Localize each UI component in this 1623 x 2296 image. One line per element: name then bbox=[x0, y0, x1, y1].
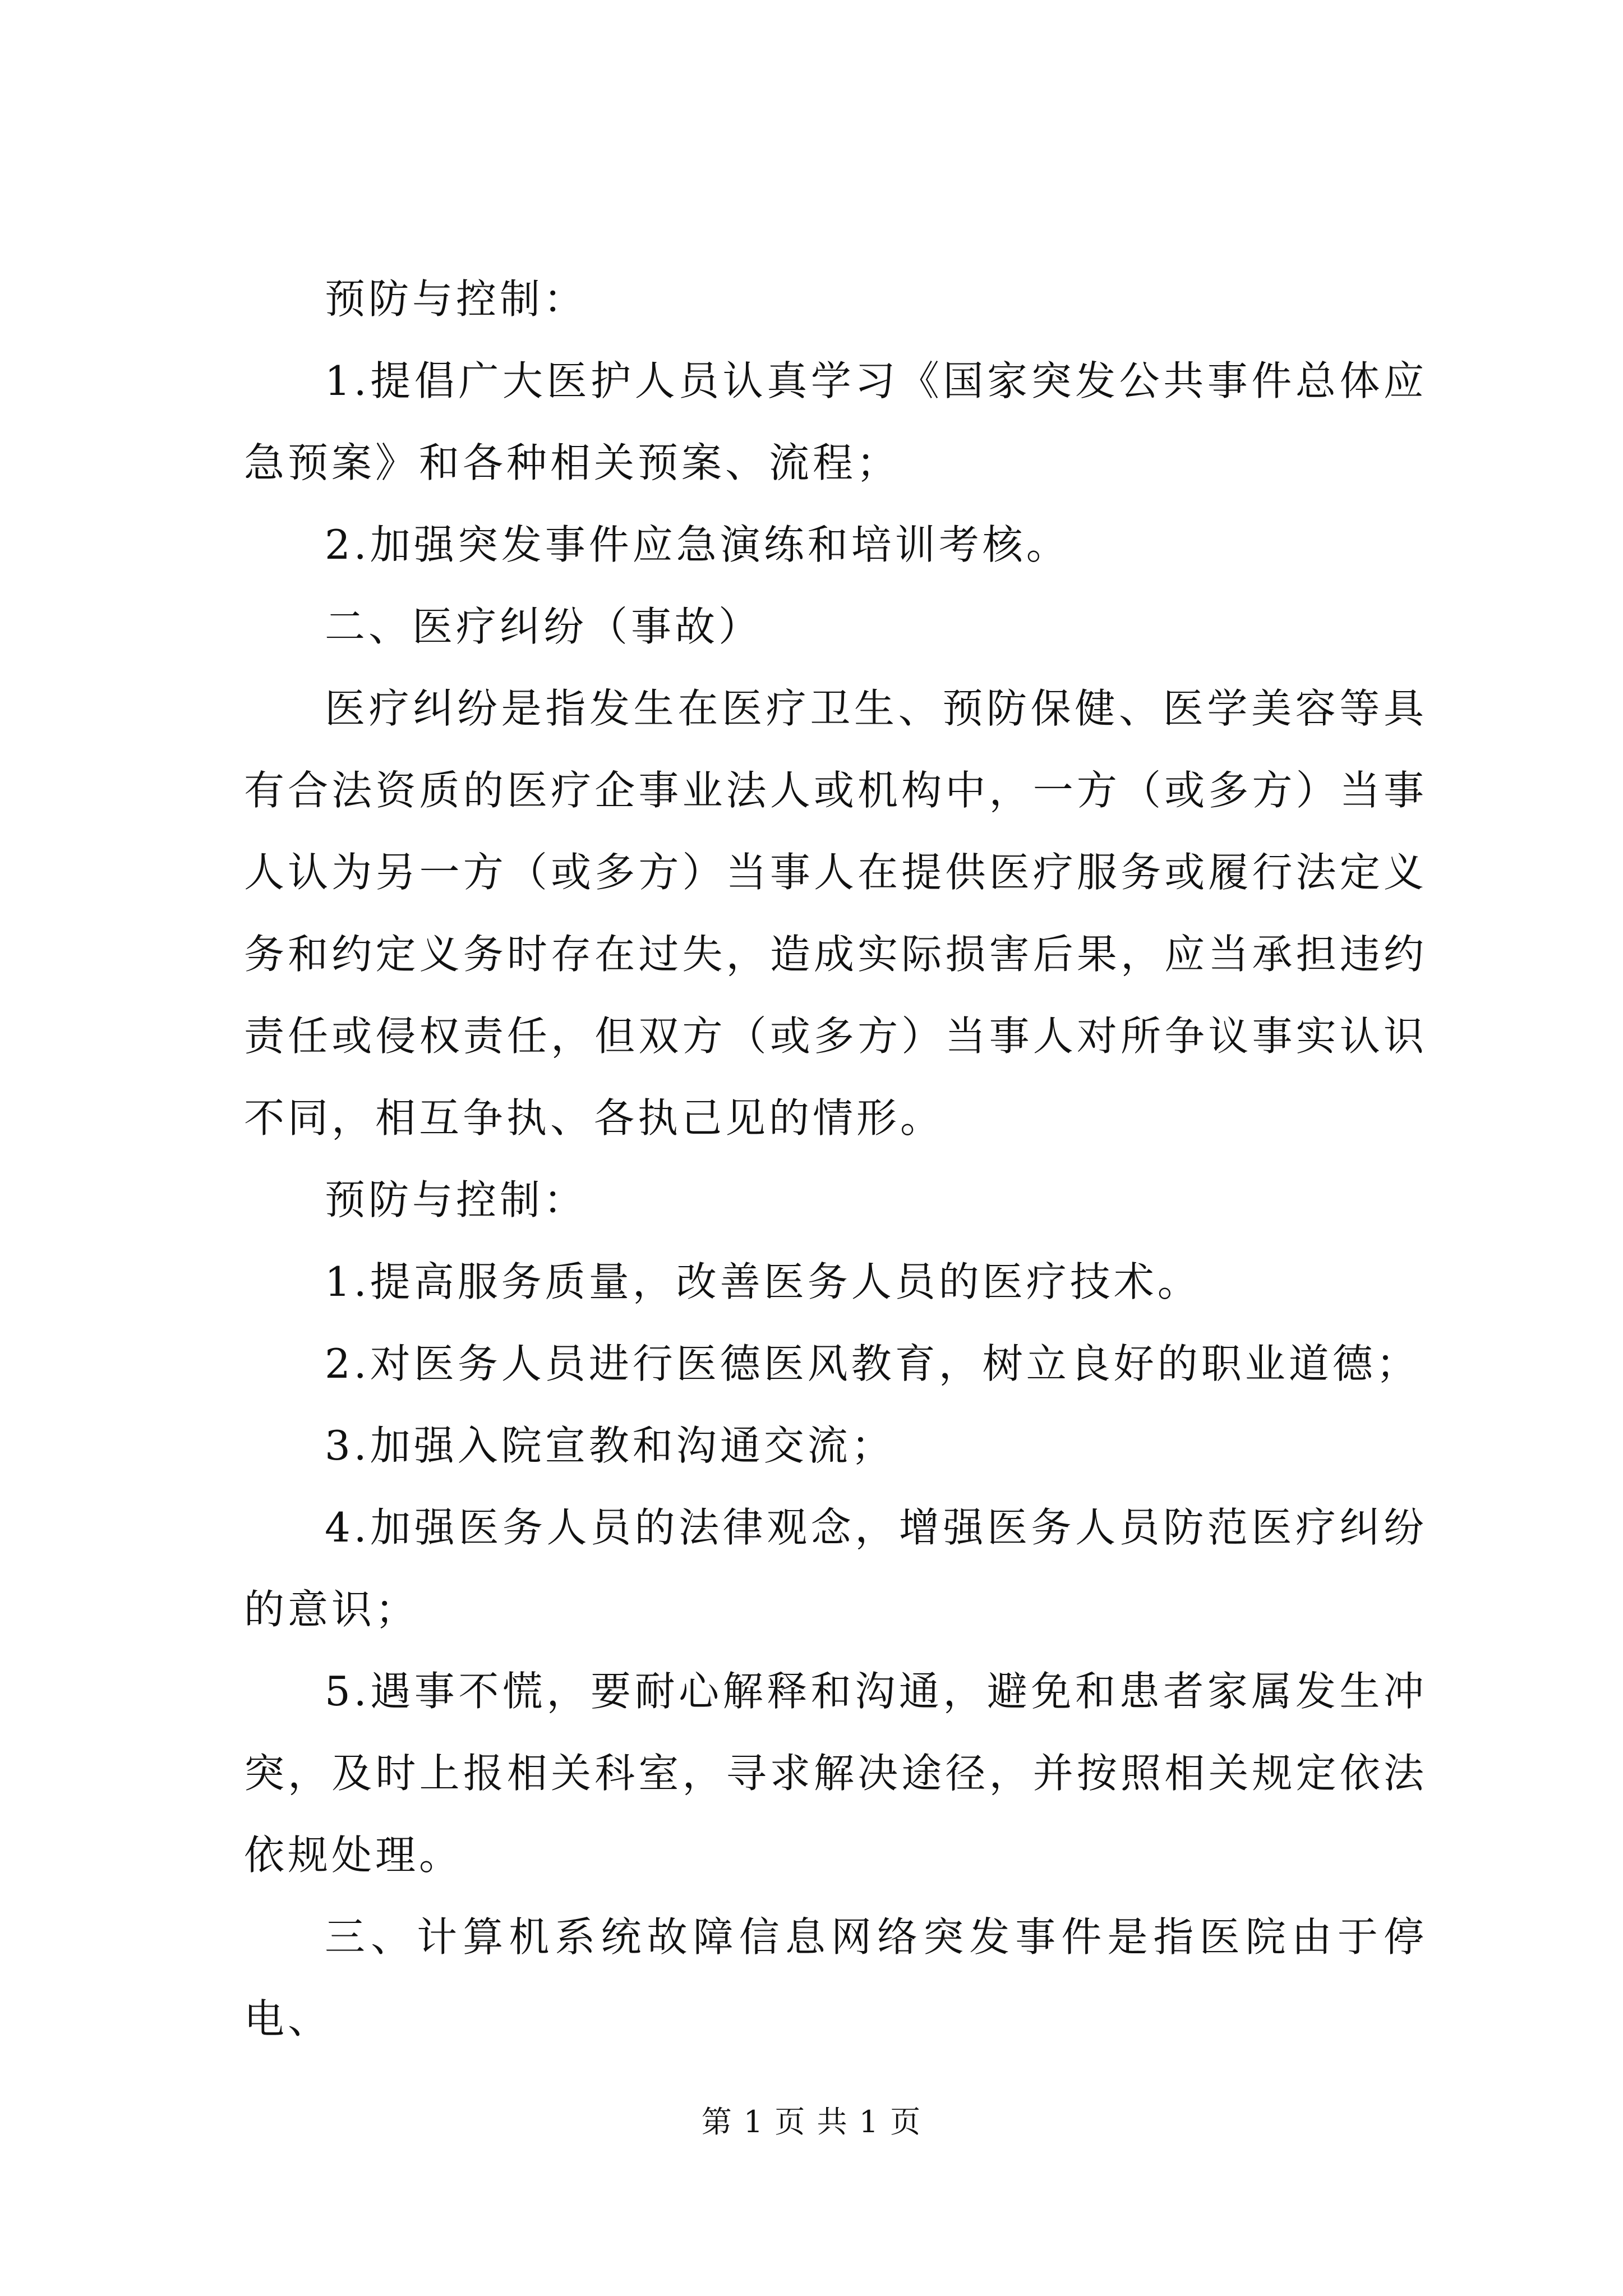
paragraph-item-ethics: 2.对医务人员进行医德医风教育，树立良好的职业道德； bbox=[325, 1340, 1420, 1387]
paragraph-item-service-quality: 1.提高服务质量，改善医务人员的医疗技术。 bbox=[325, 1258, 1201, 1305]
document-body bbox=[244, 258, 1427, 2060]
paragraph-prevention-heading-2: 预防与控制： bbox=[325, 1176, 588, 1223]
page-number-footer: 第 1 页 共 1 页 bbox=[701, 2104, 922, 2139]
paragraph-item-study-plans: 1.提倡广大医护人员认真学习《国家突发公共事件总体应急预案》和各种相关预案、流程； bbox=[244, 357, 1427, 486]
paragraph-item-legal-awareness: 4.加强医务人员的法律观念，增强医务人员防范医疗纠纷的意识； bbox=[244, 1504, 1427, 1633]
paragraph-prevention-heading-1: 预防与控制： bbox=[325, 275, 588, 323]
paragraph-item-handling: 5.遇事不慌，要耐心解释和沟通，避免和患者家属发生冲突，及时上报相关科室，寻求解决途径，并按照相关规定依法依规处理。 bbox=[244, 1668, 1427, 1879]
section-heading-computer-failure: 三、计算机系统故障信息网络突发事件是指医院由于停电、 bbox=[244, 1913, 1427, 2042]
paragraph-dispute-definition: 医疗纠纷是指发生在医疗卫生、预防保健、医学美容等具有合法资质的医疗企事业法人或机构中，一方（或多方）当事人认为另一方（或多方）当事人在提供医疗服务或履行法定义务和约定义务时存在过失，造成实际损害后果，应当承担违约责任或侵权责任，但双方（或多方）当事人对所争议事实认识不同，相互争执、各执己见的情形。 bbox=[244, 685, 1427, 1142]
section-heading-medical-disputes: 二、医疗纠纷（事故） bbox=[325, 603, 763, 650]
paragraph-item-drills: 2.加强突发事件应急演练和培训考核。 bbox=[325, 521, 1070, 568]
paragraph-item-communication: 3.加强入院宣教和沟通交流； bbox=[325, 1422, 895, 1469]
